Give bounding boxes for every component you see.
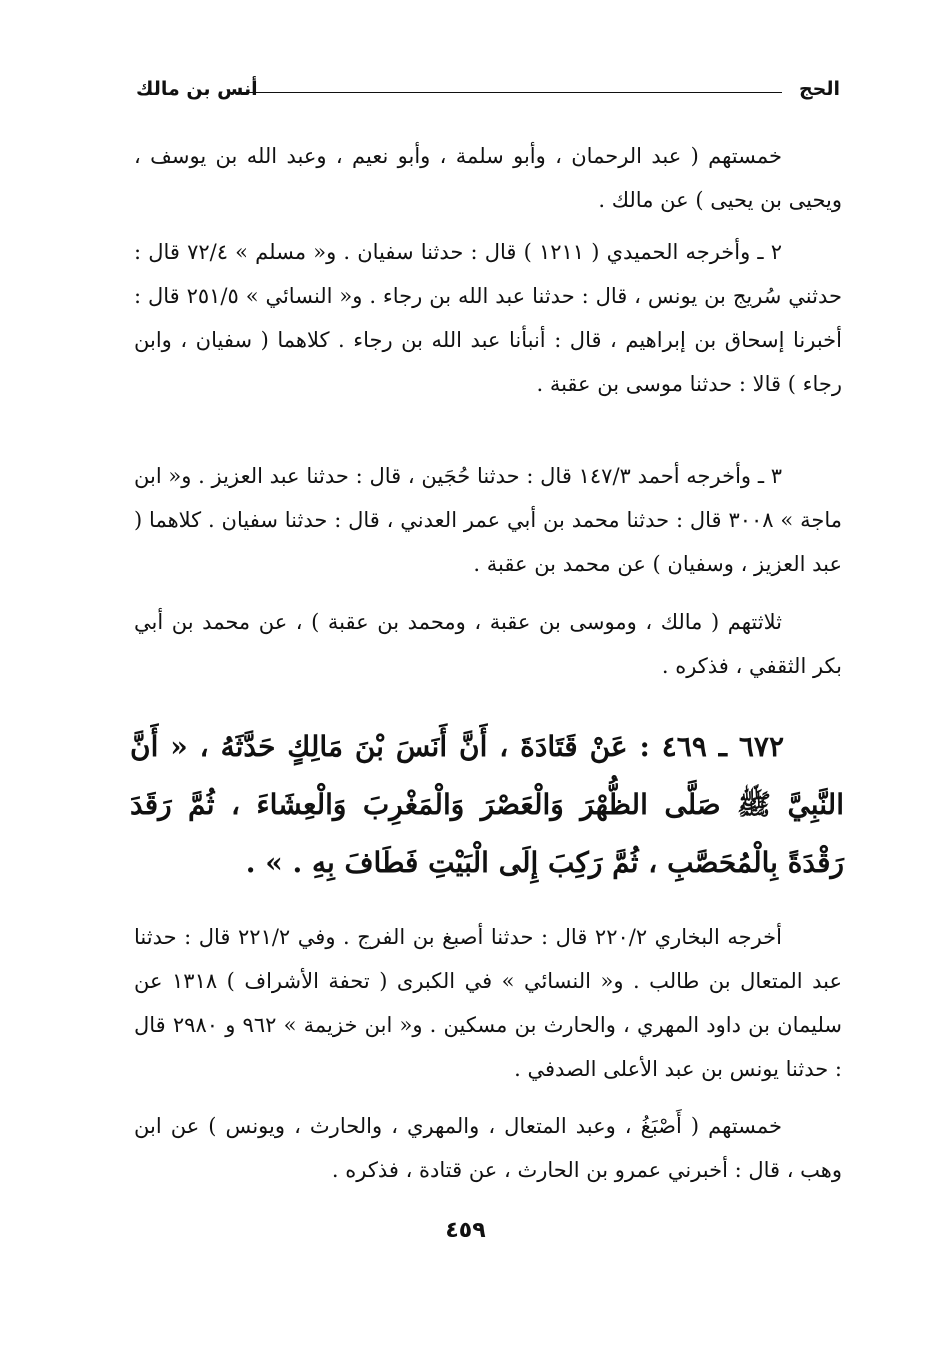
paragraph-text: خمستهم ( أَصْبَغُ ، وعبد المتعال ، والمهري ، والحارث ، ويونس ) عن ابن وهب ، قال : أخبرني عمرو بن الحارث ، عن قتادة ، فذكره . — [134, 1114, 842, 1182]
paragraph-text: خمستهم ( عبد الرحمان ، وأبو سلمة ، وأبو نعيم ، وعبد الله بن يوسف ، ويحيى بن يحيى ) عن مالك . — [134, 144, 842, 212]
header-rule — [228, 92, 782, 93]
hadith-body: ٦٧٢ ـ ٤٦٩ : عَنْ قَتَادَةَ ، أَنَّ أَنَسَ بْنَ مَالِكٍ حَدَّثَهُ ، « أَنَّ النَّبِيَّ ﷺ صَلَّى الظُّهْرَ وَالْعَصْرَ وَالْمَغْرِبَ وَالْعِشَاءَ ، ثُمَّ رَقَدَ رَقْدَةً بِالْمُحَصَّبِ ، ثُمَّ رَكِبَ إِلَى الْبَيْتِ فَطَافَ بِهِ . » . — [130, 730, 844, 879]
page-number: ٤٥٩ — [445, 1218, 486, 1243]
paragraph-takhrij-bukhari — [134, 915, 842, 1091]
paragraph-text: أخرجه البخاري ٢٢٠/٢ قال : حدثنا أصبغ بن الفرج . وفي ٢٢١/٢ قال : حدثنا عبد المتعال بن طالب . و« النسائي » في الكبرى ( تحفة الأشراف ) ١٣١٨ عن سليمان بن داود المهري ، والحارث بن مسكين . و« ابن خزيمة » ٩٦٢ و ٢٩٨٠ قال : حدثنا يونس بن عبد الأعلى الصدفي . — [134, 925, 843, 1081]
chapter-title: الحج — [798, 78, 840, 100]
paragraph-chain-summary — [134, 600, 842, 688]
paragraph-takhrij-3 — [134, 454, 842, 586]
running-header — [136, 78, 840, 108]
paragraph-text: ٣ ـ وأخرجه أحمد ١٤٧/٣ قال : حدثنا حُجَين ، قال : حدثنا عبد العزيز . و« ابن ماجة » ٣٠٠٨ قال : حدثنا محمد بن أبي عمر العدني ، قال : حدثنا سفيان . كلاهما ( عبد العزيز ، وسفيان ) عن محمد بن عقبة . — [134, 464, 842, 576]
paragraph-text: ثلاثتهم ( مالك ، وموسى بن عقبة ، ومحمد بن عقبة ) ، عن محمد بن أبي بكر الثقفي ، فذكره . — [134, 610, 842, 678]
paragraph-final-chain — [134, 1104, 842, 1192]
paragraph-narrators-summary — [134, 134, 842, 222]
section-title: أنس بن مالك — [136, 78, 258, 100]
paragraph-takhrij-2 — [134, 230, 842, 406]
hadith-text — [130, 718, 844, 892]
paragraph-text: ٢ ـ وأخرجه الحميدي ( ١٢١١ ) قال : حدثنا سفيان . و« مسلم » ٧٢/٤ قال : حدثني سُريج بن يونس ، قال : حدثنا عبد الله بن رجاء . و« النسائي » ٢٥١/٥ قال : أخبرنا إسحاق بن إبراهيم ، قال : أنبأنا عبد الله بن رجاء . كلاهما ( سفيان ، وابن رجاء ) قالا : حدثنا موسى بن عقبة . — [134, 240, 842, 396]
